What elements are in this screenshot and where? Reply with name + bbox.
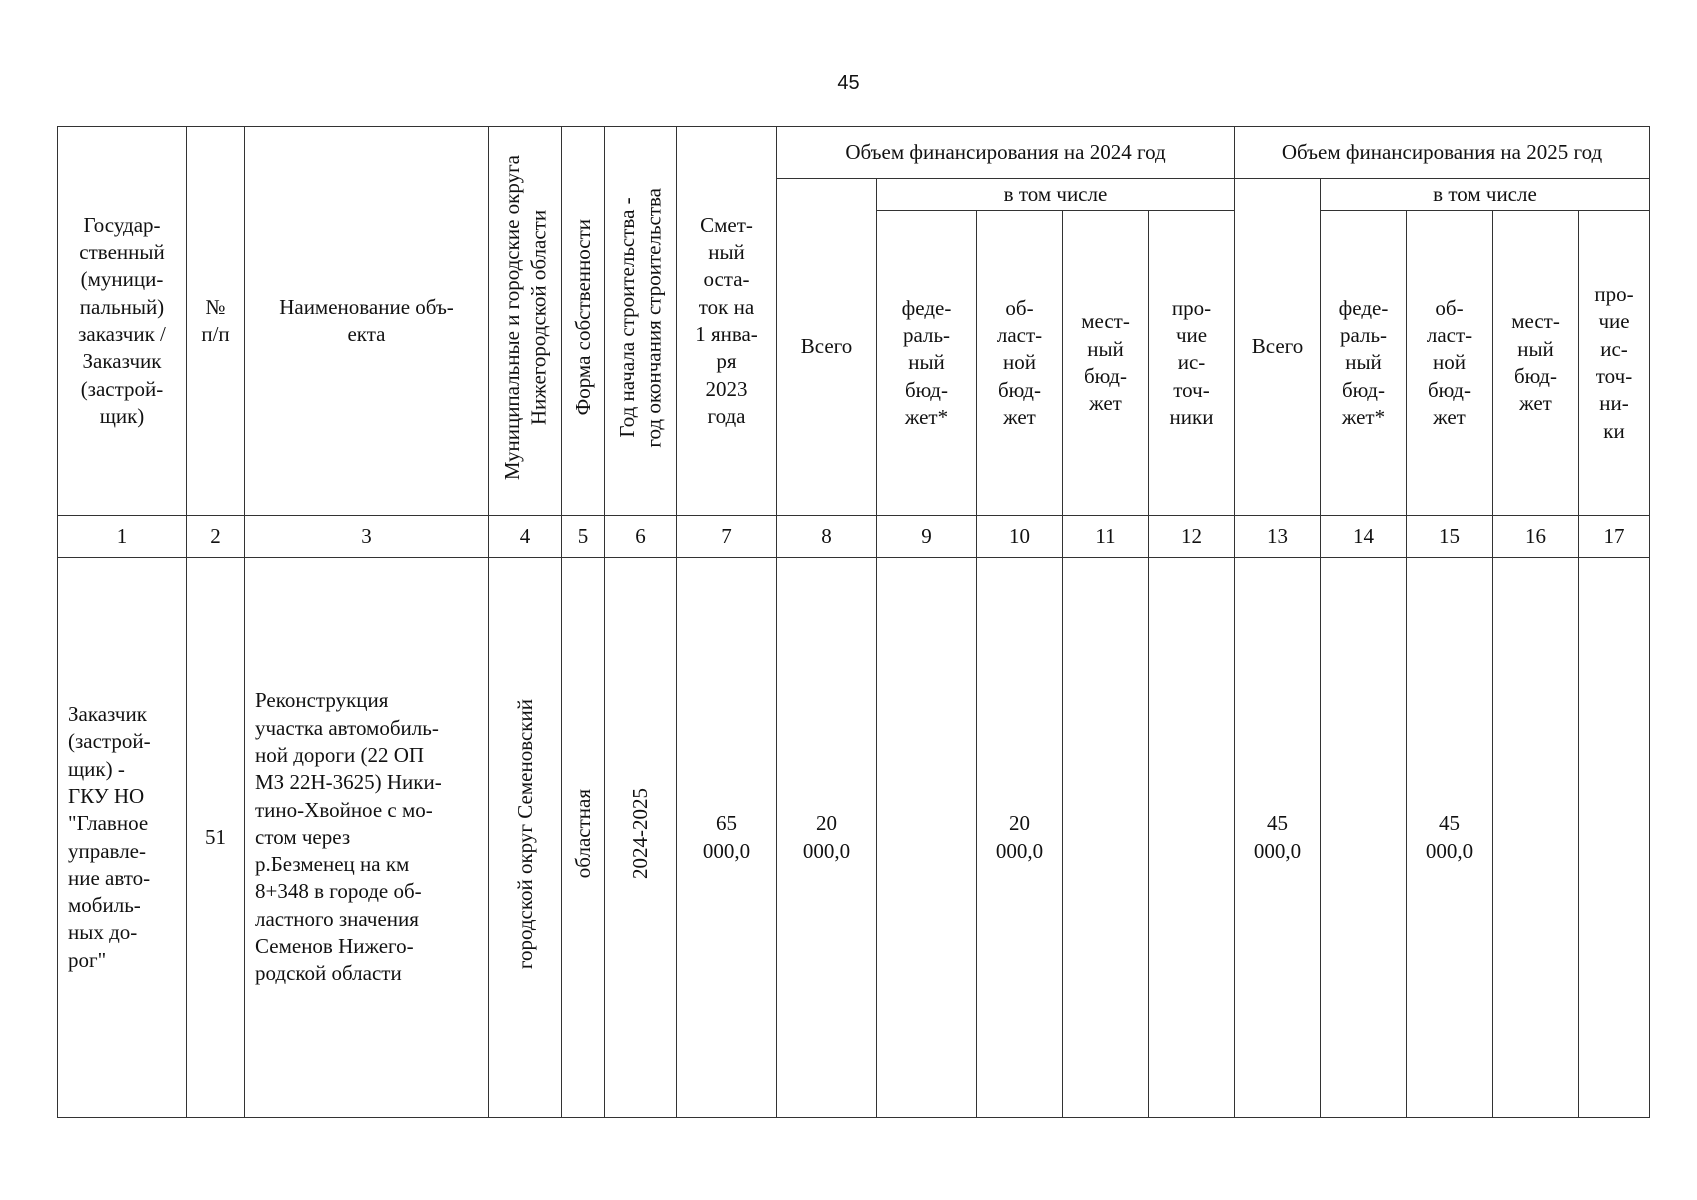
column-number: 1 bbox=[58, 516, 187, 558]
column-number: 7 bbox=[677, 516, 777, 558]
header-row-1 bbox=[58, 127, 1650, 179]
header-num: № п/п bbox=[187, 127, 245, 516]
cell-regional-2025: 45 000,0 bbox=[1407, 558, 1493, 1118]
cell-municipality: городской округ Семеновский bbox=[489, 558, 562, 1118]
header-object-name: Наименование объ- екта bbox=[245, 127, 489, 516]
header-total-2025: Всего bbox=[1235, 179, 1321, 516]
cell-ownership: областная bbox=[562, 558, 605, 1118]
column-number: 2 bbox=[187, 516, 245, 558]
financing-table bbox=[57, 126, 1650, 1118]
column-number: 12 bbox=[1149, 516, 1235, 558]
header-funding-2025: Объем финансирования на 2025 год bbox=[1235, 127, 1650, 179]
header-local-2024: мест- ный бюд- жет bbox=[1063, 211, 1149, 516]
header-other-2024: про- чие ис- точ- ники bbox=[1149, 211, 1235, 516]
header-federal-2025: феде- раль- ный бюд- жет* bbox=[1321, 211, 1407, 516]
table-row bbox=[58, 558, 1650, 1118]
column-number: 5 bbox=[562, 516, 605, 558]
column-number: 15 bbox=[1407, 516, 1493, 558]
header-including-2024: в том числе bbox=[877, 179, 1235, 211]
column-number: 11 bbox=[1063, 516, 1149, 558]
cell-federal-2024 bbox=[877, 558, 977, 1118]
cell-local-2024 bbox=[1063, 558, 1149, 1118]
column-number: 14 bbox=[1321, 516, 1407, 558]
header-federal-2024: феде- раль- ный бюд- жет* bbox=[877, 211, 977, 516]
header-customer: Государ- ственный (муници- пальный) заказчик / Заказчик (застрой- щик) bbox=[58, 127, 187, 516]
cell-other-2024 bbox=[1149, 558, 1235, 1118]
cell-total-2024: 20 000,0 bbox=[777, 558, 877, 1118]
column-number-row bbox=[58, 516, 1650, 558]
column-number: 6 bbox=[605, 516, 677, 558]
column-number: 17 bbox=[1579, 516, 1650, 558]
header-regional-2024: об- ласт- ной бюд- жет bbox=[977, 211, 1063, 516]
cell-years: 2024-2025 bbox=[605, 558, 677, 1118]
column-number: 10 bbox=[977, 516, 1063, 558]
column-number: 4 bbox=[489, 516, 562, 558]
header-ownership: Форма собственности bbox=[562, 127, 605, 516]
header-regional-2025: об- ласт- ной бюд- жет bbox=[1407, 211, 1493, 516]
column-number: 16 bbox=[1493, 516, 1579, 558]
cell-local-2025 bbox=[1493, 558, 1579, 1118]
header-other-2025: про- чие ис- точ- ни- ки bbox=[1579, 211, 1650, 516]
column-number: 3 bbox=[245, 516, 489, 558]
cell-num: 51 bbox=[187, 558, 245, 1118]
header-including-2025: в том числе bbox=[1321, 179, 1650, 211]
column-number: 8 bbox=[777, 516, 877, 558]
header-total-2024: Всего bbox=[777, 179, 877, 516]
cell-customer: Заказчик (застрой- щик) - ГКУ НО "Главное управле- ние авто- мобиль- ных до- рог" bbox=[58, 558, 187, 1118]
header-years: Год начала строительства - год окончания строительства bbox=[605, 127, 677, 516]
cell-estimate: 65 000,0 bbox=[677, 558, 777, 1118]
page-number: 45 bbox=[837, 72, 860, 94]
header-municipality: Муниципальные и городские округа Нижегородской области bbox=[489, 127, 562, 516]
column-number: 9 bbox=[877, 516, 977, 558]
header-estimate: Смет- ный оста- ток на 1 янва- ря 2023 года bbox=[677, 127, 777, 516]
cell-total-2025: 45 000,0 bbox=[1235, 558, 1321, 1118]
column-number: 13 bbox=[1235, 516, 1321, 558]
cell-regional-2024: 20 000,0 bbox=[977, 558, 1063, 1118]
cell-federal-2025 bbox=[1321, 558, 1407, 1118]
header-local-2025: мест- ный бюд- жет bbox=[1493, 211, 1579, 516]
cell-other-2025 bbox=[1579, 558, 1650, 1118]
cell-object-name: Реконструкция участка автомобиль- ной дороги (22 ОП МЗ 22Н-3625) Ники- тино-Хвойное с мо- стом через р.Безменец на км 8+348 в городе об- ластного значения Семенов Нижего- родской области bbox=[245, 558, 489, 1118]
header-funding-2024: Объем финансирования на 2024 год bbox=[777, 127, 1235, 179]
